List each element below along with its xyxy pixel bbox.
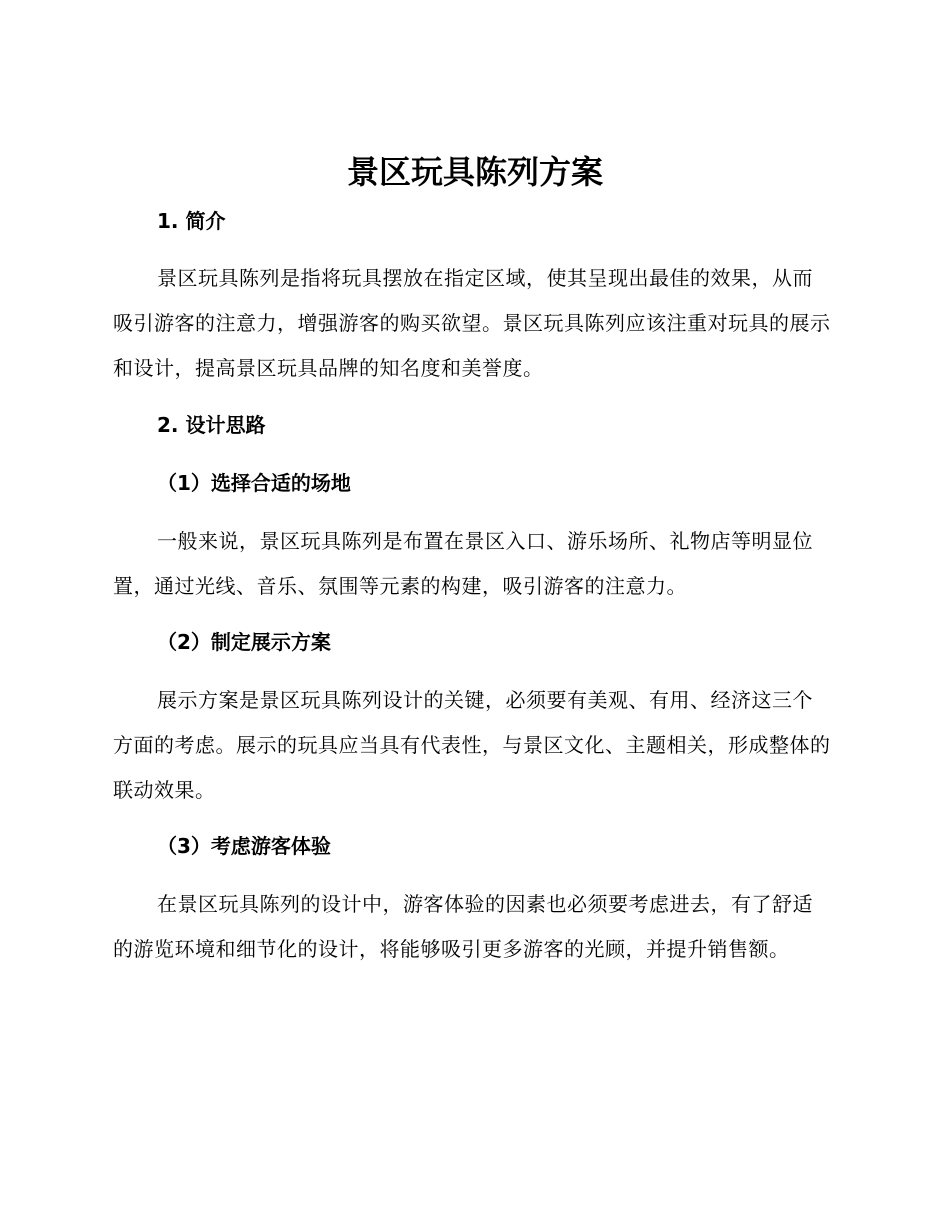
document-title: 景区玩具陈列方案 xyxy=(346,153,603,191)
intro-paragraph: 景区玩具陈列是指将玩具摆放在指定区域，使其呈现出最佳的效果，从而吸引游客的注意力，增强游客的购买欲望。景区玩具陈列应该注重对玩具的展示和设计，提高景区玩具品牌的知名度和美誉度。 xyxy=(113,266,831,380)
plan-paragraph: 展示方案是景区玩具陈列设计的关键，必须要有美观、有用、经济这三个方面的考虑。展示的玩具应当具有代表性，与景区文化、主题相关，形成整体的联动效果。 xyxy=(113,688,831,802)
subheading-experience: （3）考虑游客体验 xyxy=(157,834,331,858)
section-heading-design: 2. 设计思路 xyxy=(157,413,266,437)
section-heading-intro: 1. 简介 xyxy=(157,209,226,233)
venue-paragraph: 一般来说，景区玩具陈列是布置在景区入口、游乐场所、礼物店等明显位置，通过光线、音乐、氛围等元素的构建，吸引游客的注意力。 xyxy=(113,529,813,598)
experience-paragraph: 在景区玩具陈列的设计中，游客体验的因素也必须要考虑进去，有了舒适的游览环境和细节化的设计，将能够吸引更多游客的光顾，并提升销售额。 xyxy=(113,892,813,961)
subheading-plan: （2）制定展示方案 xyxy=(157,630,331,654)
subheading-venue: （1）选择合适的场地 xyxy=(157,471,351,495)
